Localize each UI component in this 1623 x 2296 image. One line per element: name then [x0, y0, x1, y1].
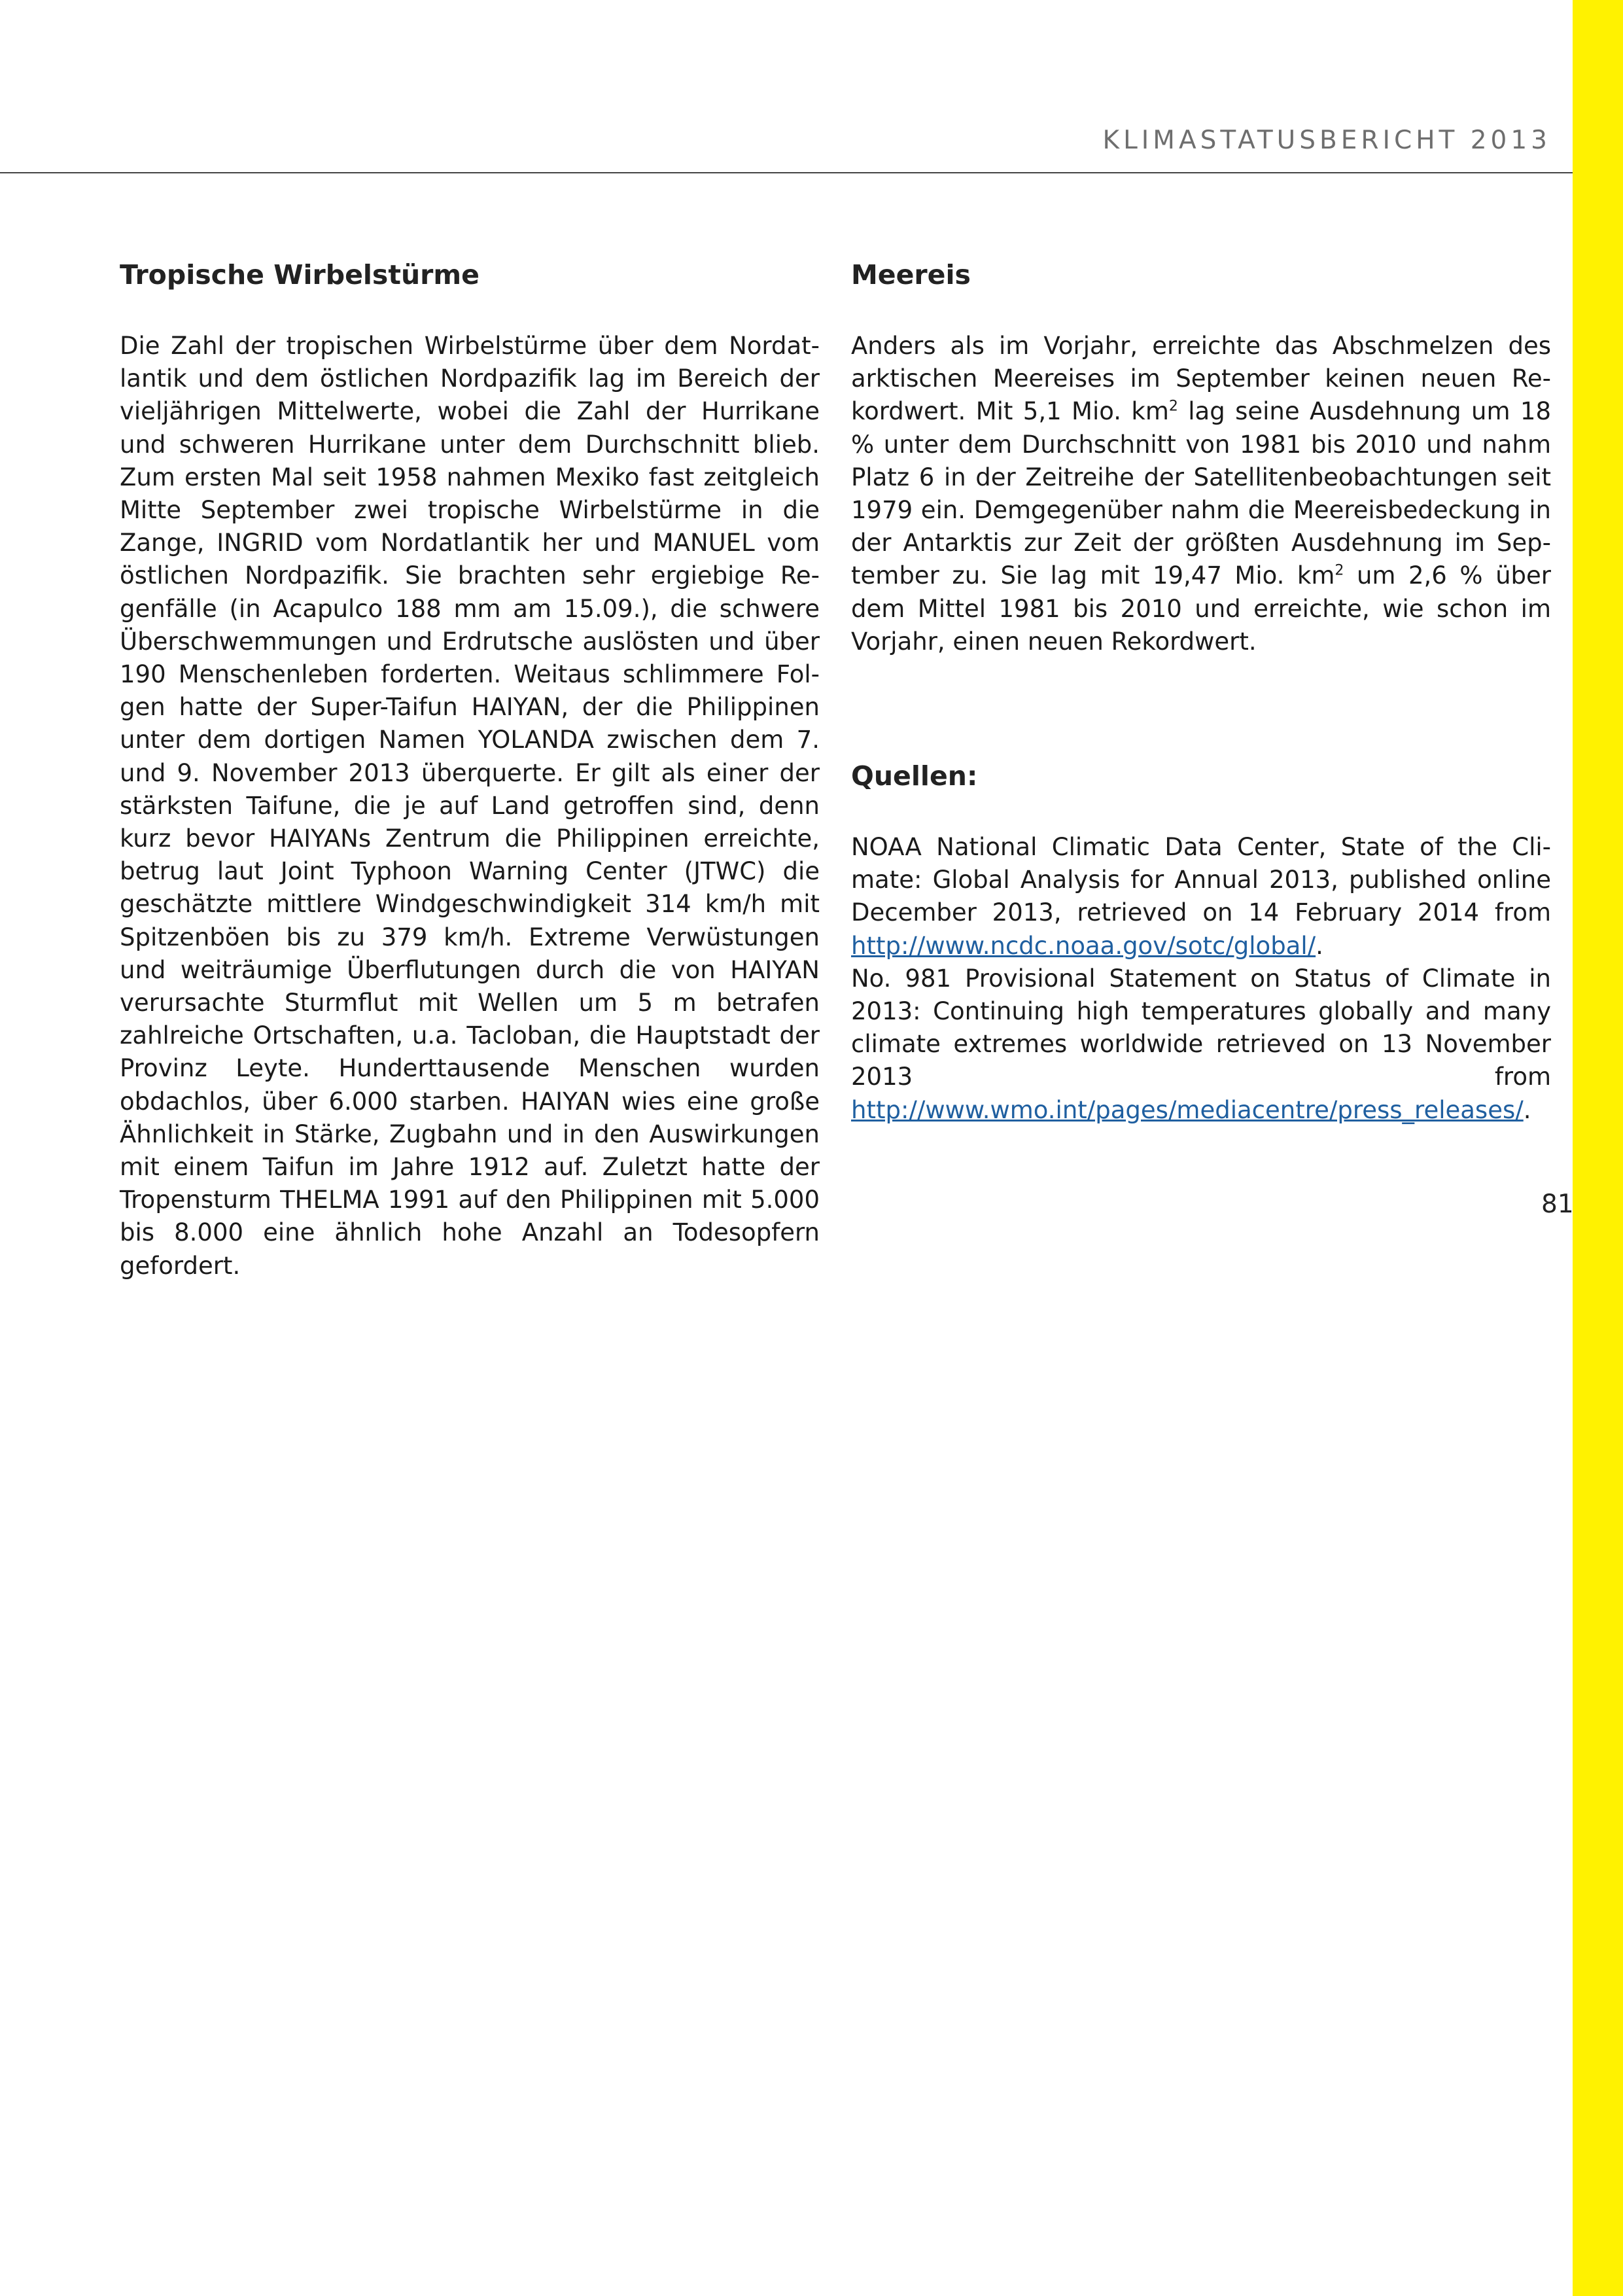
section-heading-tropische-wirbelstuerme: Tropische Wirbelstürme	[120, 259, 480, 291]
link-noaa[interactable]: http://www.ncdc.noaa.gov/sotc/global/	[851, 931, 1316, 960]
meereis-paragraph	[851, 330, 1551, 658]
yellow-side-bar	[1573, 0, 1623, 2296]
superscript-2: 2	[1168, 398, 1178, 415]
link-wmo[interactable]: http://www.wmo.int/pages/mediacentre/press_releases/	[851, 1095, 1524, 1124]
wirbelstuerme-paragraph: Die Zahl der tropischen Wirbelstürme über dem Nordatlantik und dem östlichen Nordpazifik lag im Bereich der vieljährigen Mittelwerte, wobei die Zahl der Hurrikane und schweren Hurrikane unter dem Durchschnitt blieb. Zum ersten Mal seit 1958 nahmen Mexiko fast zeitgleich Mitte September zwei tropische Wirbelstürme in die Zange, INGRID vom Nordatlantik her und MANUEL vom östlichen Nordpazifik. Sie brachten sehr ergiebige Regenfälle (in Acapulco 188 mm am 15.09.), die schwere Überschwemmungen und Erdrutsche auslösten und über 190 Menschenleben forderten. Weitaus schlimmere Folgen hatte der Super-Taifun HAIYAN, der die Philippinen unter dem dortigen Namen YOLANDA zwischen dem 7. und 9. November 2013 überquerte. Er gilt als einer der stärksten Taifune, die je auf Land getroffen sind, denn kurz bevor HAIYANs Zentrum die Philippinen erreichte, betrug laut Joint Typhoon Warning Center (JTWC) die geschätzte mittlere Windgeschwindigkeit 314 km/h mit Spitzenböen bis zu 379 km/h. Extreme Verwüstungen und weiträumige Überflutungen durch die von HAIYAN verursachte Sturmflut mit Wellen um 5 m betrafen zahlreiche Ortschaften, u.a. Tacloban, die Hauptstadt der Provinz Leyte. Hunderttausende Menschen wurden obdachlos, über 6.000 starben. HAIYAN wies eine große Ähnlichkeit in Stärke, Zugbahn und in den Auswirkungen mit einem Taifun im Jahre 1912 auf. Zuletzt hatte der Tropensturm THELMA 1991 auf den Philippinen mit 5.000 bis 8.000 eine ähnlich hohe Anzahl an Todesopfern gefordert.	[120, 332, 820, 1280]
meereis-text-part-3: um 2,6 % über dem Mittel 1981 bis 2010 und erreichte, wie schon im Vorjahr, einen neuen Rekordwert.	[851, 561, 1551, 656]
section-heading-quellen: Quellen:	[851, 760, 978, 792]
source-entry-noaa	[851, 831, 1551, 963]
running-header: KLIMASTATUSBERICHT 2013	[1102, 126, 1551, 155]
header-rule	[0, 172, 1573, 173]
meereis-text-part-2: lag seine Ausdehnung um 18 % unter dem Durchschnitt von 1981 bis 2010 und nahm Platz 6 in der Zeitreihe der Satellitenbeobachtungen seit 1979 ein. Demgegenüber nahm die Meereisbedeckung in der Antarktis zur Zeit der größten Ausdehnung im September zu. Sie lag mit 19,47 Mio. km	[851, 397, 1551, 590]
meereis-text-part-1: Anders als im Vorjahr, erreichte das Abschmelzen des arktischen Meereises im September keinen neuen Rekordwert. Mit 5,1 Mio. km	[851, 332, 1551, 426]
section-spacer	[851, 658, 1551, 756]
right-column	[851, 255, 1551, 1127]
source-end-noaa: .	[1316, 931, 1323, 960]
source-text-noaa: NOAA National Climatic Data Center, State of the Climate: Global Analysis for Annual 2013, published online December 2013, retrieved on 14 February 2014 from	[851, 833, 1551, 927]
source-entry-wmo	[851, 963, 1551, 1127]
left-column	[120, 255, 820, 1282]
page-number: 81	[1541, 1190, 1574, 1219]
source-text-wmo: No. 981 Provisional Statement on Status of Climate in 2013: Continuing high temperatures globally and many climate extremes worldwide retrieved on 13 November 2013 from	[851, 964, 1551, 1091]
section-heading-meereis: Meereis	[851, 259, 971, 291]
source-end-wmo: .	[1523, 1095, 1531, 1124]
superscript-2: 2	[1335, 563, 1344, 580]
